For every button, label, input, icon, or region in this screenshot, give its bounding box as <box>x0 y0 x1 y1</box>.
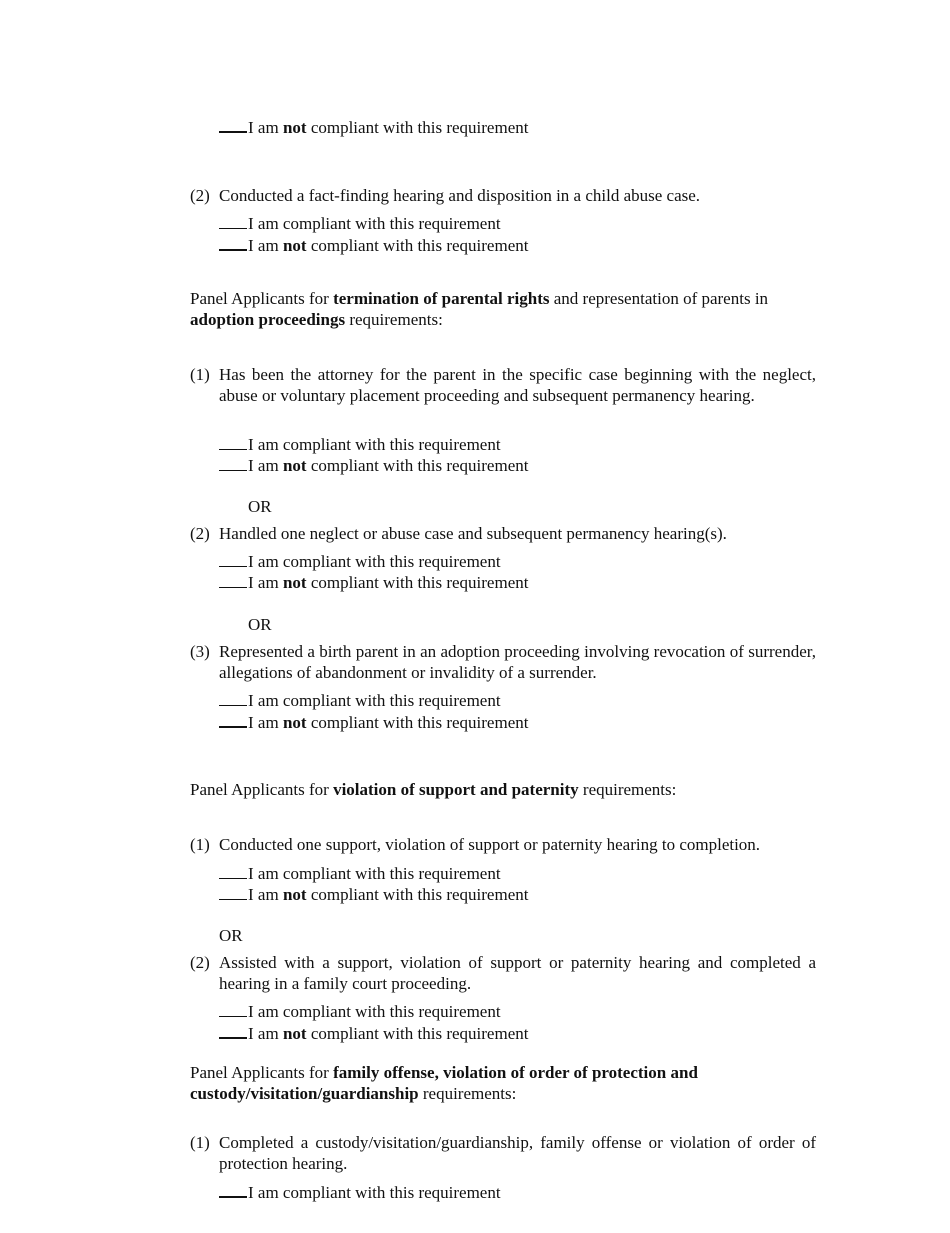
item-text: Represented a birth parent in an adoption proceeding involving revocation of surrender, allegations of abandonment or invalidity of a surrender. <box>219 642 816 682</box>
item-number: (1) <box>190 365 210 384</box>
section-heading-support: Panel Applicants for violation of support and paternity requirements: <box>190 780 677 799</box>
item-text: Conducted one support, violation of support or paternity hearing to completion. <box>219 835 761 854</box>
checkbox-blank[interactable] <box>219 433 247 450</box>
item-number: (1) <box>190 835 210 854</box>
compliant-option[interactable]: I am compliant with this requirement <box>219 1000 501 1022</box>
section-heading-tpr: Panel Applicants for termination of parental rights and representation of parents in adoption proceedings requirements: <box>190 289 769 329</box>
not-compliant-option[interactable]: I am not compliant with this requirement <box>219 710 528 733</box>
item-text: Handled one neglect or abuse case and subsequent permanency hearing(s). <box>219 524 727 543</box>
checkbox-blank[interactable] <box>219 689 247 706</box>
item-number: (3) <box>190 642 210 661</box>
checkbox-blank[interactable] <box>219 115 247 133</box>
checkbox-blank[interactable] <box>219 454 247 471</box>
section-heading-family: Panel Applicants for family offense, violation of order of protection and custody/visitation/guardianship requirements: <box>190 1063 698 1103</box>
not-compliant-option[interactable]: I am not compliant with this requirement <box>219 115 528 138</box>
checkbox-blank[interactable] <box>219 1180 247 1198</box>
checkbox-blank[interactable] <box>219 883 247 900</box>
not-compliant-option[interactable]: I am not compliant with this requirement <box>219 233 528 256</box>
compliant-option[interactable]: I am compliant with this requirement <box>219 862 501 884</box>
checkbox-blank[interactable] <box>219 550 247 567</box>
or-separator: OR <box>248 615 272 634</box>
item-number: (2) <box>190 524 210 543</box>
checkbox-blank[interactable] <box>219 862 247 879</box>
compliant-option[interactable]: I am compliant with this requirement <box>219 689 501 711</box>
item-text: Conducted a fact-finding hearing and disposition in a child abuse case. <box>219 186 701 205</box>
item-number: (2) <box>190 953 210 972</box>
item-text: Assisted with a support, violation of support or paternity hearing and completed a hearing in a family court proceeding. <box>219 953 816 993</box>
checkbox-blank[interactable] <box>219 1021 247 1039</box>
compliant-option[interactable]: I am compliant with this requirement <box>219 212 501 234</box>
or-separator: OR <box>219 926 243 945</box>
checkbox-blank[interactable] <box>219 212 247 229</box>
checkbox-blank[interactable] <box>219 1000 247 1017</box>
checkbox-blank[interactable] <box>219 571 247 588</box>
item-number: (1) <box>190 1133 210 1152</box>
or-separator: OR <box>248 497 272 516</box>
item-text: Completed a custody/visitation/guardianship, family offense or violation of order of protection hearing. <box>219 1133 816 1173</box>
checkbox-blank[interactable] <box>219 710 247 728</box>
compliant-option[interactable]: I am compliant with this requirement <box>219 433 501 455</box>
item-number: (2) <box>190 186 210 205</box>
checkbox-blank[interactable] <box>219 233 247 251</box>
not-compliant-option[interactable]: I am not compliant with this requirement <box>219 883 528 905</box>
not-compliant-option[interactable]: I am not compliant with this requirement <box>219 1021 528 1044</box>
not-compliant-option[interactable]: I am not compliant with this requirement <box>219 571 528 593</box>
not-compliant-option[interactable]: I am not compliant with this requirement <box>219 454 528 476</box>
compliant-option[interactable]: I am compliant with this requirement <box>219 550 501 572</box>
item-text: Has been the attorney for the parent in the specific case beginning with the neglect, abuse or voluntary placement proceeding and subsequent permanency hearing. <box>219 365 816 405</box>
compliant-option[interactable]: I am compliant with this requirement <box>219 1180 501 1203</box>
